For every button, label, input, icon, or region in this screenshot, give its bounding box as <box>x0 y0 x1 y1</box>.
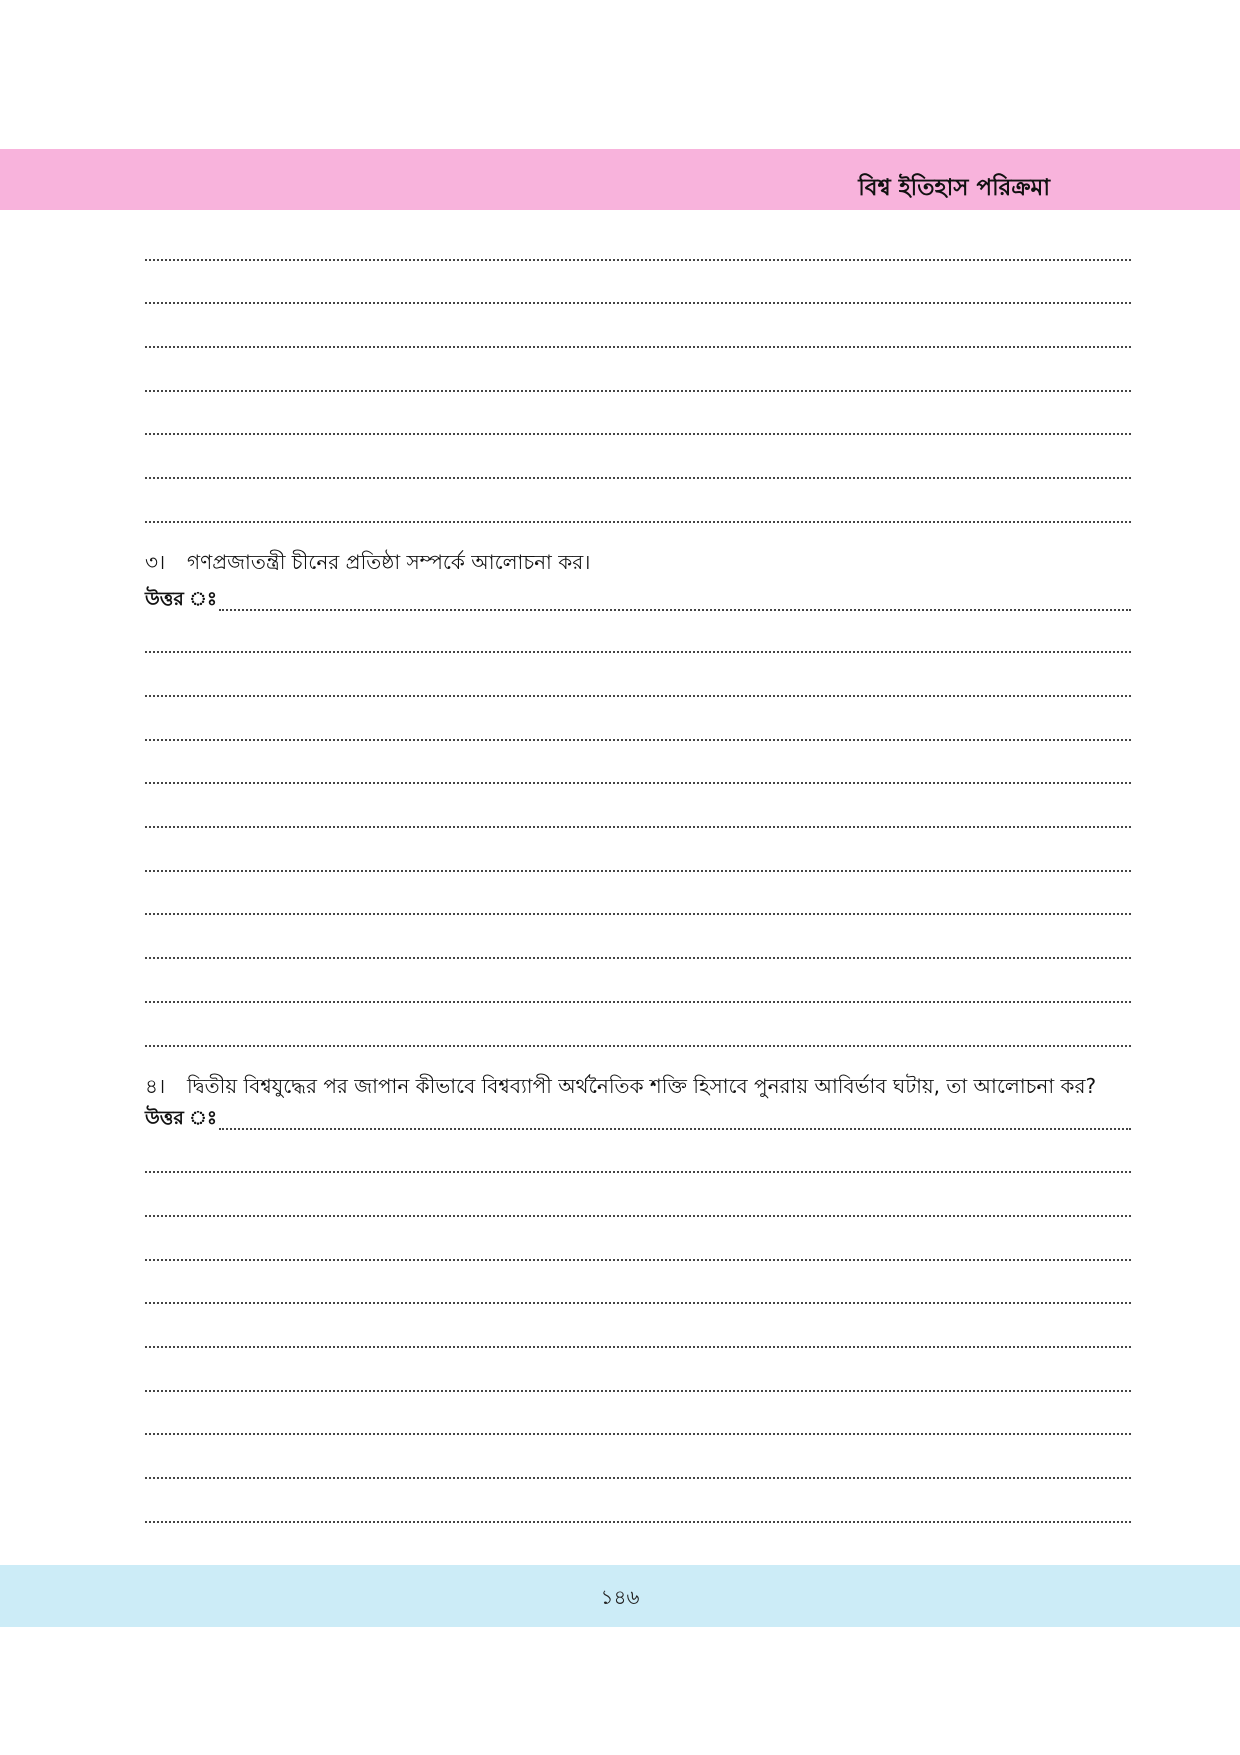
book-title: বিশ্ব ইতিহাস পরিক্রমা <box>858 175 1050 201</box>
answer-line[interactable] <box>145 1477 1131 1479</box>
answer-label: উত্তর ঃ <box>145 1107 218 1129</box>
answer-line[interactable] <box>145 1390 1131 1392</box>
question-number: ৩। <box>145 550 166 574</box>
answer-label: উত্তর ঃ <box>145 588 218 610</box>
worksheet-content <box>145 0 1131 1560</box>
answer-row[interactable] <box>145 587 1131 617</box>
answer-line[interactable] <box>145 1302 1131 1304</box>
question-number: ৪। <box>145 1074 166 1098</box>
answer-line[interactable] <box>145 957 1131 959</box>
question-text: গণপ্রজাতন্ত্রী চীনের প্রতিষ্ঠা সম্পর্কে আলোচনা কর। <box>187 550 591 574</box>
answer-line[interactable] <box>219 609 1131 611</box>
answer-row[interactable] <box>145 1106 1131 1136</box>
question-3 <box>145 548 1131 581</box>
answer-line[interactable] <box>145 390 1131 392</box>
answer-line[interactable] <box>145 1001 1131 1003</box>
answer-line[interactable] <box>145 521 1131 523</box>
answer-line[interactable] <box>145 913 1131 915</box>
answer-line[interactable] <box>219 1128 1131 1130</box>
answer-line[interactable] <box>145 1521 1131 1523</box>
answer-line[interactable] <box>145 259 1131 261</box>
answer-line[interactable] <box>145 433 1131 435</box>
answer-line[interactable] <box>145 651 1131 653</box>
answer-line[interactable] <box>145 1346 1131 1348</box>
answer-line[interactable] <box>145 1171 1131 1173</box>
question-4 <box>145 1072 1131 1105</box>
page-number: ১৪৬ <box>600 1585 640 1609</box>
answer-line[interactable] <box>145 1433 1131 1435</box>
answer-line[interactable] <box>145 302 1131 304</box>
footer-band <box>0 1565 1240 1627</box>
answer-line[interactable] <box>145 739 1131 741</box>
answer-line[interactable] <box>145 826 1131 828</box>
answer-line[interactable] <box>145 870 1131 872</box>
answer-line[interactable] <box>145 1045 1131 1047</box>
answer-line[interactable] <box>145 782 1131 784</box>
answer-line[interactable] <box>145 695 1131 697</box>
answer-line[interactable] <box>145 346 1131 348</box>
question-text: দ্বিতীয় বিশ্বযুদ্ধের পর জাপান কীভাবে বিশ্বব্যাপী অর্থনৈতিক শক্তি হিসাবে পুনরায় আবির্ভাব ঘটায়, তা আলোচনা কর? <box>187 1074 1097 1098</box>
answer-line[interactable] <box>145 1215 1131 1217</box>
answer-line[interactable] <box>145 1259 1131 1261</box>
answer-line[interactable] <box>145 477 1131 479</box>
